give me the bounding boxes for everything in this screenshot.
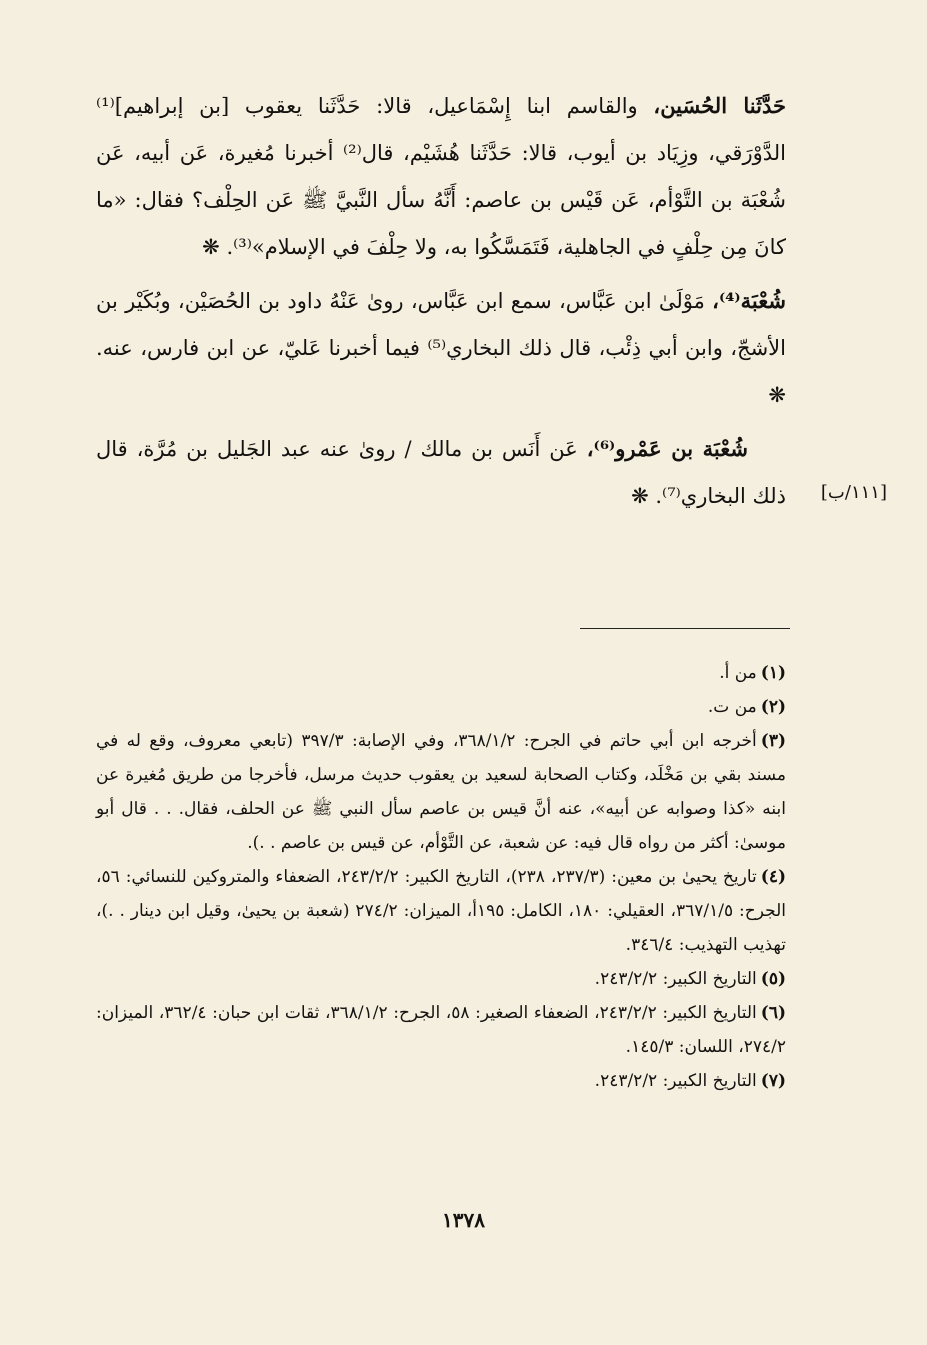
footnotes bbox=[96, 656, 786, 1098]
footnote-text: التاريخ الكبير: ٢٤٣/٢/٢. bbox=[594, 969, 757, 989]
paragraph-body: مَوْلَىٰ ابن عَبَّاس، سمع ابن عَبَّاس، روىٰ عَنْهُ داود بن الحُصَيْن، وبُكَيْر بن الأشجّ، وابن أبي ذِئْب، قال ذلك البخاري⁽⁵⁾ فيما أخبرنا عَليّ، عن ابن فارس، عنه. ❋ bbox=[96, 289, 786, 407]
footnote-text: من أ. bbox=[719, 663, 757, 683]
footnote-number: (٦) bbox=[760, 1003, 786, 1023]
footnote-number: (٢) bbox=[760, 697, 786, 717]
footnote-number: (١) bbox=[760, 663, 786, 683]
footnote bbox=[96, 656, 786, 690]
manuscript-folio-marker: [١١١/ب] bbox=[820, 482, 887, 503]
footnote-number: (٣) bbox=[760, 731, 786, 751]
footnote-number: (٤) bbox=[760, 867, 786, 887]
paragraph-lead: شُعْبَة⁽⁴⁾، bbox=[712, 288, 786, 313]
footnote bbox=[96, 962, 786, 996]
footnote-divider bbox=[580, 628, 790, 629]
footnote bbox=[96, 860, 786, 962]
footnote bbox=[96, 996, 786, 1064]
footnote-text: أخرجه ابن أبي حاتم في الجرح: ٣٦٨/١/٢، وفي الإصابة: ٣٩٧/٣ (تابعي معروف، وقع له في مسند بقي بن مَخْلَد، وكتاب الصحابة لسعيد بن يعقوب حديث مرسل، فأخرجا من طريق مُغيرة عن ابنه «كذا وصوابه عن أبيه»، عنه أنَّ قيس بن عاصم سأل النبي ﷺ عن الحلف، فقال. . . قال أبو موسىٰ: أكثر من رواه قال فيه: عن شعبة، عن التَّوْأم، عن قيس بن عاصم . .). bbox=[96, 731, 786, 853]
paragraph-shuba-ibn-amr bbox=[96, 425, 786, 520]
page-number: ١٣٧٨ bbox=[442, 1208, 485, 1232]
footnote bbox=[96, 690, 786, 724]
paragraph-lead: شُعْبَة بن عَمْرو⁽⁶⁾، bbox=[586, 436, 748, 461]
footnote bbox=[96, 724, 786, 860]
main-text bbox=[96, 82, 786, 520]
footnote-number: (٧) bbox=[760, 1071, 786, 1091]
footnote-text: تاريخ يحيىٰ بن معين: (٢٣٧/٣، ٢٣٨)، التاريخ الكبير: ٢٤٣/٢/٢، الضعفاء والمتروكين للنسائي: ٥٦، الجرح: ٣٦٧/١/٥، العقيلي: ١٨٠، الكامل: ١٩٥أ، الميزان: ٢٧٤/٢ (شعبة بن يحيىٰ، وقيل ابن دينار . .)، تهذيب التهذيب: ٣٤٦/٤. bbox=[96, 867, 786, 955]
paragraph-hadith bbox=[96, 82, 786, 271]
footnote-text: التاريخ الكبير: ٢٤٣/٢/٢. bbox=[594, 1071, 757, 1091]
paragraph-lead: حَدَّثَنا الحُسَين، bbox=[653, 93, 786, 118]
paragraph-shuba bbox=[96, 277, 786, 419]
footnote-number: (٥) bbox=[760, 969, 786, 989]
paragraph-body: والقاسم ابنا إِسْمَاعيل، قالا: حَدَّثَنا يعقوب [بن إبراهيم]⁽¹⁾ الدَّوْرَقي، وزِيَاد بن أيوب، قالا: حَدَّثَنا هُشَيْم، قال⁽²⁾ أخبرنا مُغيرة، عَن أبيه، عَن شُعْبَة بن التَّوْأم، عَن قَيْس بن عاصم: أَنَّهُ سأل النَّبيَّ ﷺ عَن الحِلْف؟ فقال: «ما كانَ مِن حِلْفٍ في الجاهلية، فَتَمَسَّكُوا به، ولا حِلْفَ في الإسلام»⁽³⁾. ❋ bbox=[96, 94, 786, 259]
footnote bbox=[96, 1064, 786, 1098]
paragraph-body: عَن أَنَس بن مالك / روىٰ عنه عبد الجَليل بن مُرَّة، قال ذلك البخاري⁽⁷⁾. ❋ bbox=[96, 437, 786, 508]
footnote-text: من ت. bbox=[707, 697, 757, 717]
footnote-text: التاريخ الكبير: ٢٤٣/٢/٢، الضعفاء الصغير: ٥٨، الجرح: ٣٦٨/١/٢، ثقات ابن حبان: ٣٦٢/٤، الميزان: ٢٧٤/٢، اللسان: ١٤٥/٣. bbox=[96, 1003, 786, 1057]
